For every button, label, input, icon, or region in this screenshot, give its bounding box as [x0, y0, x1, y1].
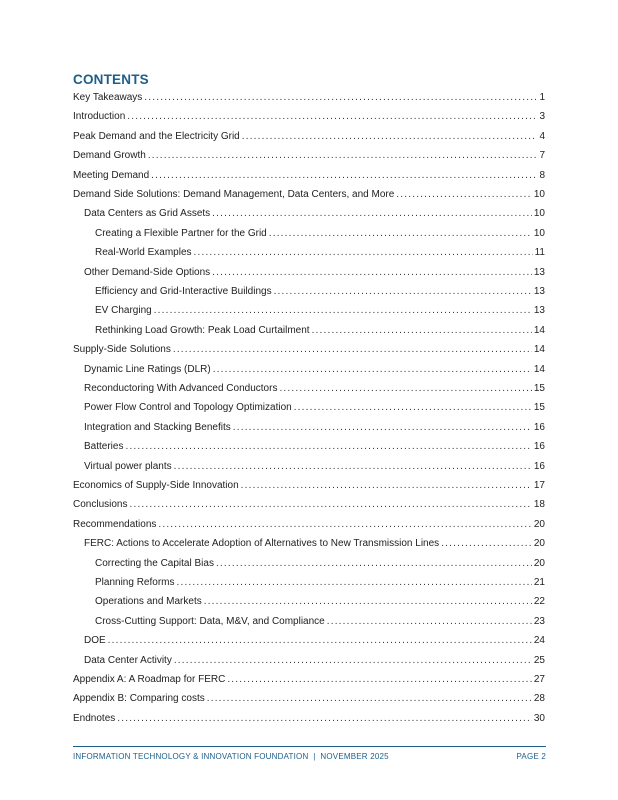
- toc-entry-title: Introduction: [73, 111, 126, 122]
- toc-entry[interactable]: [84, 360, 545, 380]
- toc-entry-page: 7: [539, 150, 545, 161]
- toc-entry-title: FERC: Actions to Accelerate Adoption of Alternatives to New Transmission Lines: [84, 538, 440, 549]
- toc-entry[interactable]: [73, 127, 545, 147]
- toc-entry-title: Integration and Stacking Benefits: [84, 422, 231, 433]
- toc-entry-title: Real-World Examples: [95, 247, 192, 258]
- toc-entry-page: 13: [533, 305, 545, 316]
- toc-entry-title: Peak Demand and the Electricity Grid: [73, 131, 240, 142]
- toc-leader-dots: [148, 146, 538, 166]
- toc-leader-dots: [242, 127, 538, 147]
- toc-entry[interactable]: [73, 88, 545, 108]
- toc-leader-dots: [174, 457, 532, 477]
- toc-entry-title: DOE: [84, 635, 106, 646]
- toc-entry[interactable]: [73, 515, 545, 535]
- toc-entry-page: 24: [533, 635, 545, 646]
- toc-entry-page: 13: [533, 286, 545, 297]
- toc-leader-dots: [441, 534, 532, 554]
- toc-entry-title: Key Takeaways: [73, 92, 143, 103]
- toc-leader-dots: [207, 689, 532, 709]
- toc-entry-page: 8: [539, 170, 545, 181]
- toc-leader-dots: [233, 418, 532, 438]
- toc-entry[interactable]: [84, 204, 545, 224]
- toc-entry-title: Batteries: [84, 441, 124, 452]
- toc-entry-title: Planning Reforms: [95, 577, 175, 588]
- toc-entry-page: 23: [533, 616, 545, 627]
- toc-leader-dots: [173, 340, 532, 360]
- toc-leader-dots: [213, 360, 532, 380]
- toc-leader-dots: [194, 243, 533, 263]
- toc-entry-title: Data Center Activity: [84, 655, 172, 666]
- toc-leader-dots: [294, 398, 532, 418]
- toc-entry[interactable]: [84, 631, 545, 651]
- toc-leader-dots: [241, 476, 532, 496]
- toc-leader-dots: [216, 554, 532, 574]
- toc-leader-dots: [269, 224, 532, 244]
- toc-entry-title: Creating a Flexible Partner for the Grid: [95, 228, 267, 239]
- toc-entry[interactable]: [95, 321, 545, 341]
- toc-entry-page: 27: [533, 674, 545, 685]
- toc-entry-title: Conclusions: [73, 499, 128, 510]
- toc-entry[interactable]: [95, 592, 545, 612]
- toc-entry[interactable]: [73, 185, 545, 205]
- toc-entry-page: 30: [533, 713, 545, 724]
- toc-leader-dots: [108, 631, 532, 651]
- toc-leader-dots: [158, 515, 532, 535]
- toc-entry-title: Demand Growth: [73, 150, 146, 161]
- toc-entry-title: Supply-Side Solutions: [73, 344, 171, 355]
- toc-entry[interactable]: [73, 166, 545, 186]
- toc-leader-dots: [274, 282, 532, 302]
- toc-leader-dots: [129, 495, 531, 515]
- toc-entry-title: Virtual power plants: [84, 461, 172, 472]
- toc-entry-page: 20: [533, 519, 545, 530]
- toc-leader-dots: [312, 321, 532, 341]
- toc-entry[interactable]: [73, 670, 545, 690]
- toc-entry-page: 28: [533, 693, 545, 704]
- toc-entry[interactable]: [84, 263, 545, 283]
- toc-leader-dots: [125, 437, 531, 457]
- toc-entry[interactable]: [95, 554, 545, 574]
- toc-heading: CONTENTS: [73, 72, 149, 87]
- toc-entry-page: 1: [539, 92, 545, 103]
- toc-entry-page: 20: [533, 558, 545, 569]
- toc-entry-title: Recommendations: [73, 519, 157, 530]
- toc-entry-title: Correcting the Capital Bias: [95, 558, 214, 569]
- toc-entry[interactable]: [84, 418, 545, 438]
- toc-entry[interactable]: [73, 476, 545, 496]
- toc-entry[interactable]: [73, 146, 545, 166]
- toc-entry[interactable]: [95, 282, 545, 302]
- toc-entry-title: Appendix B: Comparing costs: [73, 693, 205, 704]
- toc-entry-page: 10: [533, 208, 545, 219]
- toc-leader-dots: [204, 592, 532, 612]
- toc-leader-dots: [127, 107, 537, 127]
- toc-entry-title: Power Flow Control and Topology Optimization: [84, 402, 292, 413]
- toc-entry-page: 14: [533, 325, 545, 336]
- toc-entry-page: 16: [533, 441, 545, 452]
- toc-entry-page: 16: [533, 422, 545, 433]
- toc-entry[interactable]: [95, 573, 545, 593]
- toc-entry-page: 10: [533, 189, 545, 200]
- toc-entry-page: 18: [533, 499, 545, 510]
- page-footer: [73, 752, 546, 761]
- toc-entry-title: EV Charging: [95, 305, 152, 316]
- toc-entry-page: 13: [533, 267, 545, 278]
- toc-entry-title: Appendix A: A Roadmap for FERC: [73, 674, 226, 685]
- toc-entry-page: 15: [533, 383, 545, 394]
- toc-entry[interactable]: [73, 689, 545, 709]
- toc-entry[interactable]: [84, 437, 545, 457]
- toc-leader-dots: [144, 88, 537, 108]
- toc-leader-dots: [227, 670, 532, 690]
- toc-entry-title: Data Centers as Grid Assets: [84, 208, 211, 219]
- toc-leader-dots: [212, 204, 532, 224]
- footer-publisher: INFORMATION TECHNOLOGY & INNOVATION FOUNDATION | NOVEMBER 2025: [73, 752, 389, 761]
- toc-leader-dots: [117, 709, 532, 729]
- toc-entry-title: Rethinking Load Growth: Peak Load Curtailment: [95, 325, 310, 336]
- toc-leader-dots: [279, 379, 531, 399]
- toc-entry-title: Other Demand-Side Options: [84, 267, 211, 278]
- toc-leader-dots: [327, 612, 532, 632]
- toc-entry-page: 10: [533, 228, 545, 239]
- toc-entry-page: 14: [533, 364, 545, 375]
- toc-entry-page: 11: [534, 247, 545, 258]
- toc-entry-title: Cross-Cutting Support: Data, M&V, and Compliance: [95, 616, 325, 627]
- toc-entry-page: 17: [533, 480, 545, 491]
- toc-entry[interactable]: [84, 651, 545, 671]
- toc-entry[interactable]: [84, 534, 545, 554]
- toc-entry-title: Endnotes: [73, 713, 116, 724]
- toc-leader-dots: [212, 263, 532, 283]
- toc-leader-dots: [396, 185, 532, 205]
- toc-entry-page: 25: [533, 655, 545, 666]
- toc-entry[interactable]: [95, 612, 545, 632]
- toc-entry[interactable]: [73, 340, 545, 360]
- toc-entry-page: 16: [533, 461, 545, 472]
- toc-leader-dots: [174, 651, 532, 671]
- toc-entry[interactable]: [73, 495, 545, 515]
- toc-entry[interactable]: [84, 398, 545, 418]
- toc-entry-page: 14: [533, 344, 545, 355]
- toc-entry[interactable]: [95, 301, 545, 321]
- toc-entry-title: Economics of Supply-Side Innovation: [73, 480, 239, 491]
- toc-entry[interactable]: [73, 709, 545, 729]
- footer-divider: [73, 746, 546, 747]
- toc-entry-title: Operations and Markets: [95, 596, 202, 607]
- toc-entry[interactable]: [73, 107, 545, 127]
- toc-entry[interactable]: [84, 457, 545, 477]
- footer-page-number: PAGE 2: [516, 752, 546, 761]
- toc-leader-dots: [154, 301, 532, 321]
- toc-entry-page: 15: [533, 402, 545, 413]
- toc-entry-title: Reconductoring With Advanced Conductors: [84, 383, 278, 394]
- toc-entry-title: Efficiency and Grid-Interactive Buildings: [95, 286, 272, 297]
- toc-entry-page: 20: [533, 538, 545, 549]
- toc-entry-page: 4: [539, 131, 545, 142]
- toc-entry-page: 22: [533, 596, 545, 607]
- toc-entry[interactable]: [95, 243, 545, 263]
- toc-leader-dots: [151, 166, 537, 186]
- toc-entry[interactable]: [84, 379, 545, 399]
- toc-leader-dots: [176, 573, 531, 593]
- toc-entry-title: Demand Side Solutions: Demand Management, Data Centers, and More: [73, 189, 395, 200]
- toc-entry[interactable]: [95, 224, 545, 244]
- toc-entry-page: 21: [533, 577, 545, 588]
- toc-entry-title: Meeting Demand: [73, 170, 150, 181]
- toc-entry-title: Dynamic Line Ratings (DLR): [84, 364, 211, 375]
- toc-entry-page: 3: [539, 111, 545, 122]
